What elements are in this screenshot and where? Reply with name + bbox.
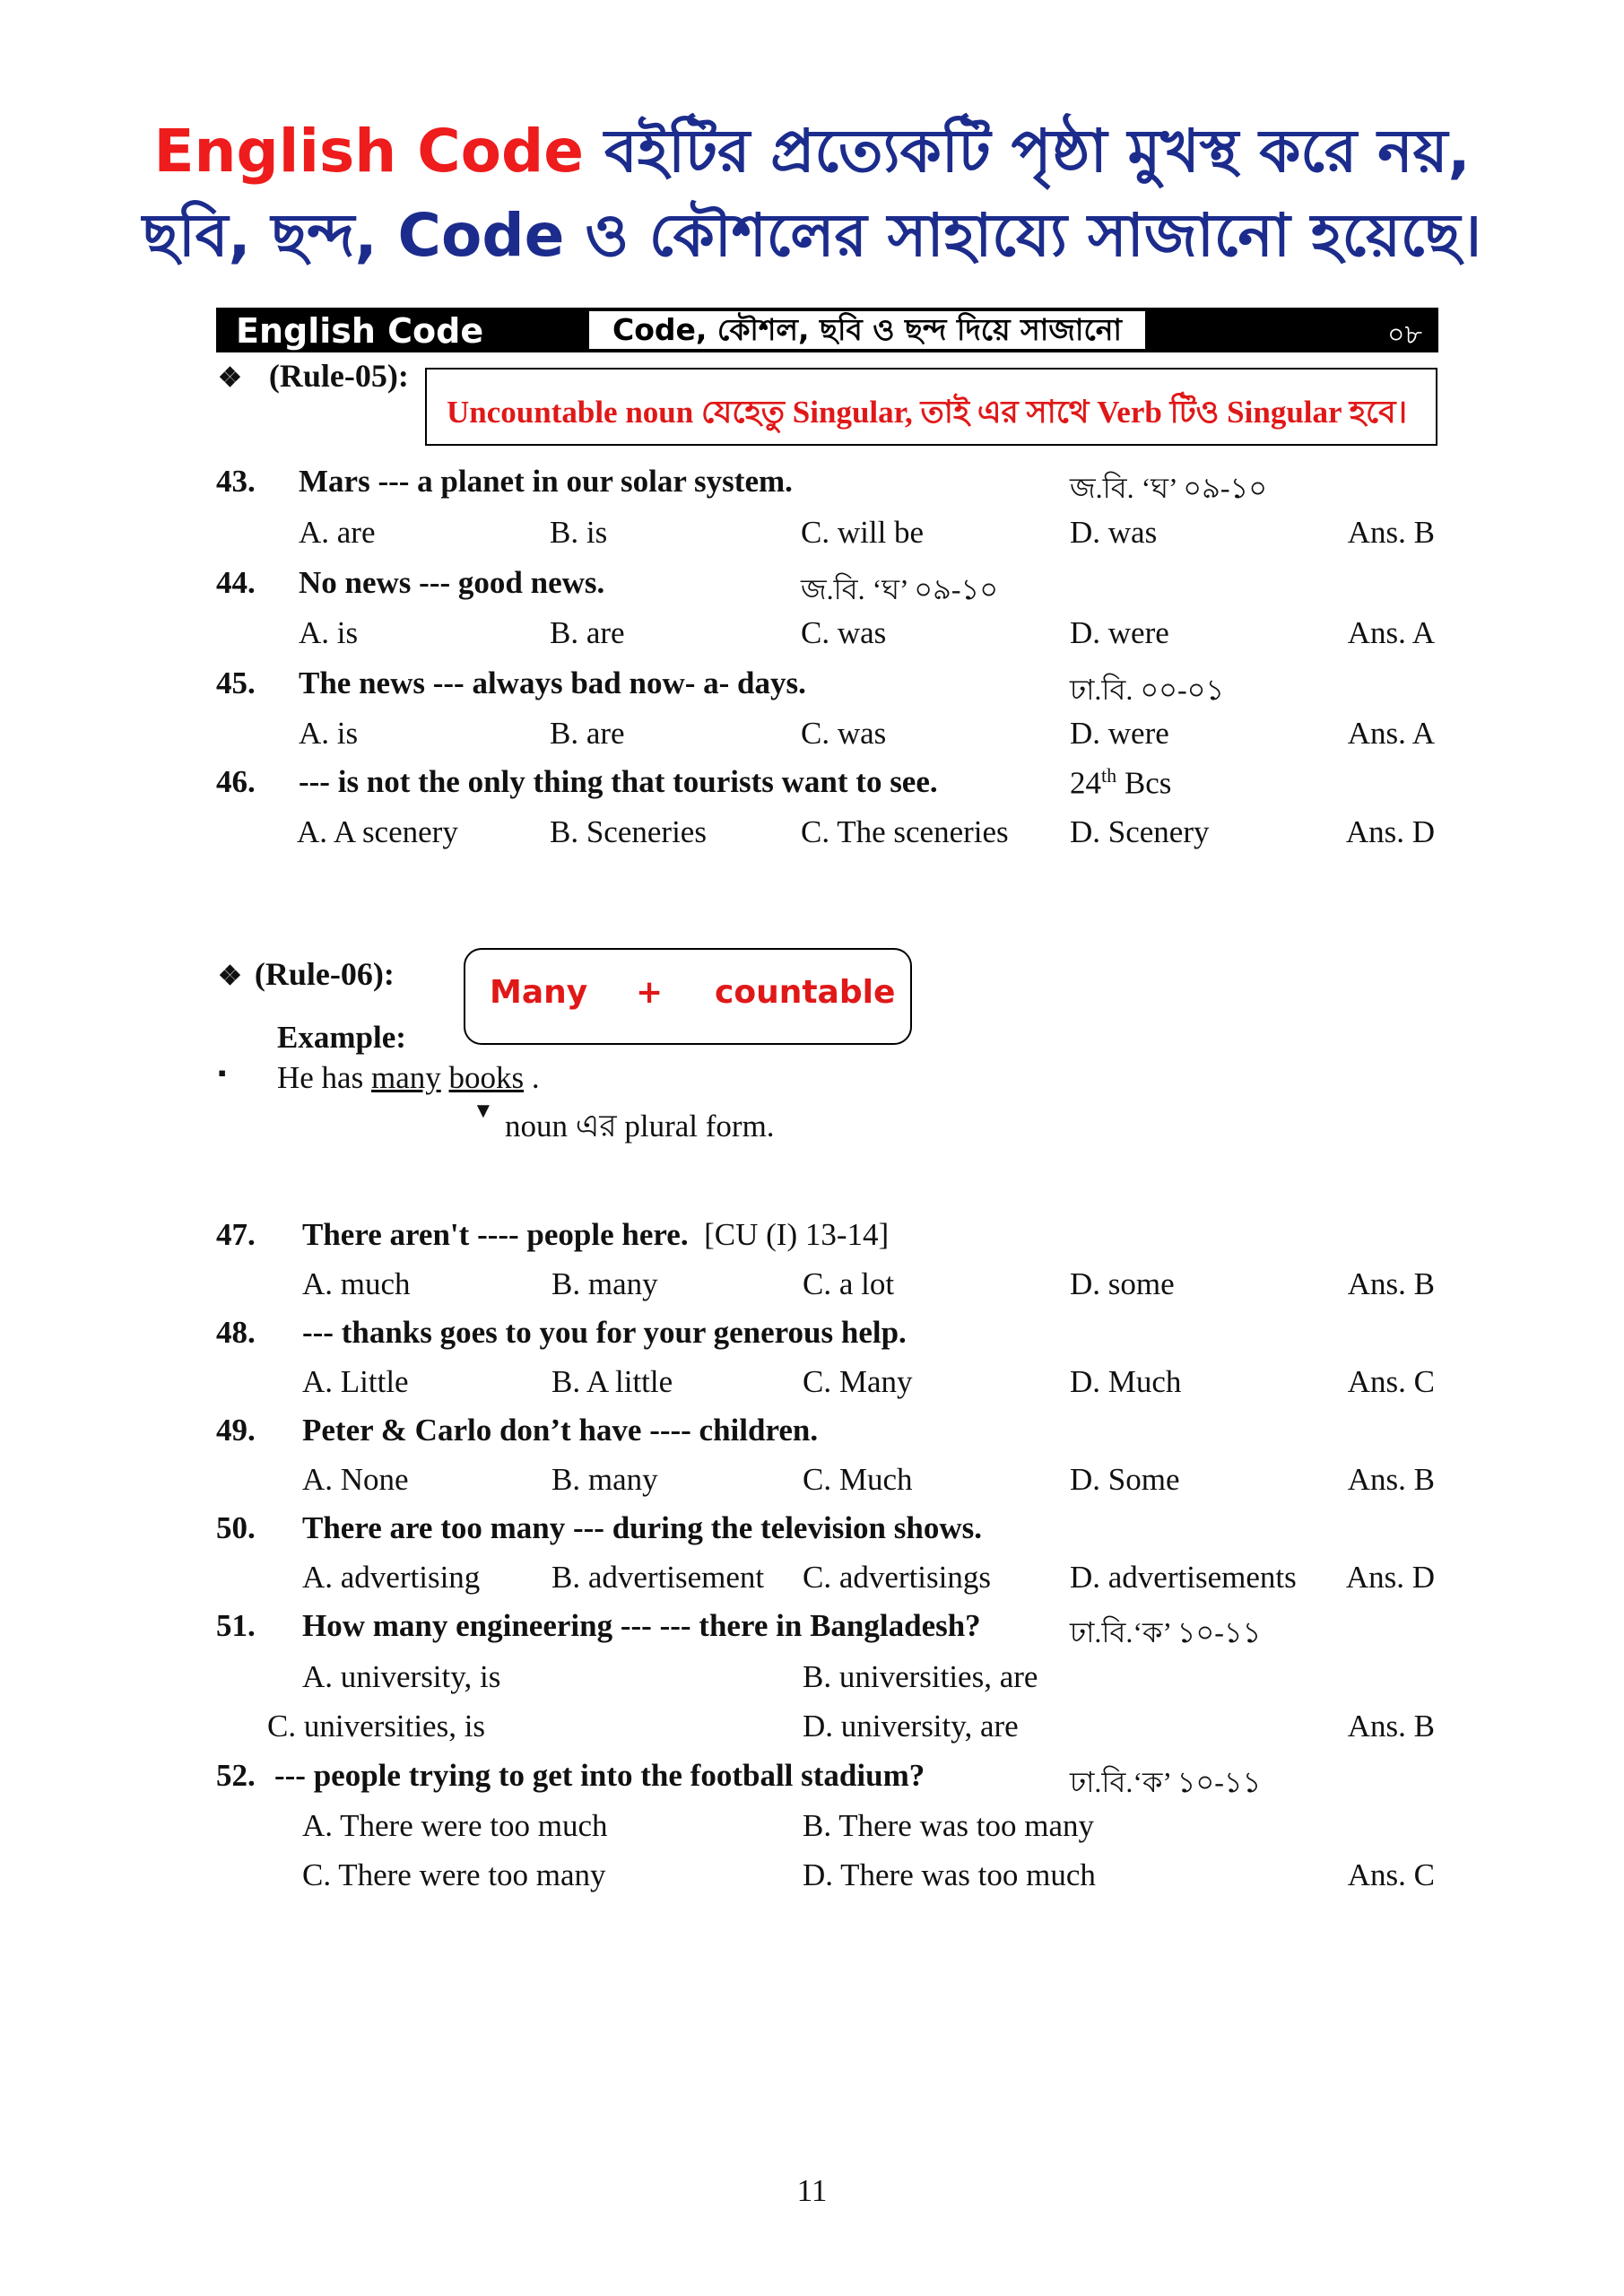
question-text: --- thanks goes to you for your generous help.	[302, 1315, 907, 1350]
rule-06-box	[464, 948, 912, 1045]
option-b: B. many	[551, 1462, 658, 1497]
option-c: C. was	[801, 615, 887, 650]
rule-06-many: Many	[490, 974, 588, 1011]
option-a: A. advertising	[302, 1560, 481, 1595]
question-source: ঢা.বি. ০০-০১	[1070, 674, 1225, 706]
option-d: D. Scenery	[1070, 814, 1210, 849]
question-number: 50.	[216, 1510, 256, 1545]
option-d: D. were	[1070, 716, 1169, 751]
question-text: There aren't ---- people here. [CU (I) 13-14]	[302, 1217, 890, 1252]
option-c: C. There were too many	[302, 1857, 606, 1892]
diamond-bullet-icon: ❖	[218, 363, 242, 393]
answer: Ans. B	[1347, 1462, 1435, 1497]
answer: Ans. C	[1347, 1857, 1435, 1892]
example-sentence: He has many books .	[277, 1060, 540, 1095]
option-b: B. universities, are	[803, 1659, 1038, 1694]
option-c: C. a lot	[803, 1266, 895, 1301]
answer: Ans. A	[1347, 615, 1435, 650]
question-number: 43.	[216, 464, 256, 499]
question-number: 47.	[216, 1217, 256, 1252]
option-a: A. There were too much	[302, 1808, 608, 1843]
option-d: D. some	[1070, 1266, 1175, 1301]
question-text: --- people trying to get into the football stadium?	[274, 1758, 925, 1793]
chapter-header-bar	[216, 308, 1438, 352]
option-a: A. Little	[302, 1364, 409, 1399]
answer: Ans. C	[1347, 1364, 1435, 1399]
answer: Ans. A	[1347, 716, 1435, 751]
option-b: B. is	[550, 515, 608, 550]
option-c: C. universities, is	[267, 1709, 486, 1744]
question-source: 24th Bcs	[1070, 764, 1172, 801]
option-c: C. Much	[803, 1462, 913, 1497]
option-a: A. is	[299, 615, 359, 650]
option-c: C. advertisings	[803, 1560, 991, 1595]
option-b: B. advertisement	[551, 1560, 765, 1595]
banner-line-2	[0, 190, 1624, 289]
question-source: জ.বি. ‘ঘ’ ০৯-১০	[1070, 472, 1268, 504]
banner-english-code: English Code	[153, 117, 585, 186]
question-text: No news --- good news.	[299, 565, 605, 600]
answer: Ans. D	[1345, 1560, 1435, 1595]
answer: Ans. D	[1345, 814, 1435, 849]
rule-06-plus: +	[636, 974, 664, 1011]
option-c: C. The sceneries	[801, 814, 1009, 849]
option-d: D. There was too much	[803, 1857, 1096, 1892]
square-bullet-icon: ▪	[218, 1060, 227, 1086]
answer: Ans. B	[1347, 515, 1435, 550]
option-a: A. None	[302, 1462, 409, 1497]
option-d: D. university, are	[803, 1709, 1019, 1744]
option-b: B. are	[550, 615, 625, 650]
question-source: ঢা.বি.‘ক’ ১০-১১	[1070, 1616, 1262, 1648]
banner-bengali-2a: ছবি, ছন্দ,	[142, 201, 378, 270]
option-d: D. Some	[1070, 1462, 1180, 1497]
option-b: B. many	[551, 1266, 658, 1301]
option-d: D. was	[1070, 515, 1158, 550]
question-number: 45.	[216, 665, 256, 700]
question-text: There are too many --- during the television shows.	[302, 1510, 982, 1545]
banner-bengali-2b: ও কৌশলের সাহায্যে সাজানো হয়েছে।	[585, 201, 1482, 270]
rule-05-text: Uncountable noun যেহেতু Singular, তাই এর সাথে Verb টিও Singular হবে।	[447, 395, 1408, 430]
question-source: ঢা.বি.‘ক’ ১০-১১	[1070, 1766, 1262, 1798]
option-a: A. much	[302, 1266, 411, 1301]
question-number: 51.	[216, 1608, 256, 1643]
option-a: A. university, is	[302, 1659, 501, 1694]
option-a: A. A scenery	[297, 814, 458, 849]
question-text: --- is not the only thing that tourists want to see.	[299, 764, 938, 799]
option-c: C. was	[801, 716, 887, 751]
answer: Ans. B	[1347, 1709, 1435, 1744]
rule-06-label: ❖ (Rule-06):	[218, 956, 395, 992]
option-b: B. A little	[551, 1364, 673, 1399]
question-text: Peter & Carlo don’t have ---- children.	[302, 1413, 819, 1448]
question-source: জ.বি. ‘ঘ’ ০৯-১০	[801, 573, 999, 605]
option-d: D. were	[1070, 615, 1169, 650]
question-number: 49.	[216, 1413, 256, 1448]
arrow-down-icon: ▼	[473, 1100, 494, 1123]
option-b: B. There was too many	[803, 1808, 1094, 1843]
question-text: How many engineering --- --- there in Bangladesh?	[302, 1608, 981, 1643]
option-a: A. is	[299, 716, 359, 751]
option-c: C. will be	[801, 515, 925, 550]
banner-code-word: Code	[397, 201, 565, 270]
rule-05-box	[425, 368, 1437, 446]
question-text: Mars --- a planet in our solar system.	[299, 464, 793, 499]
question-number: 46.	[216, 764, 256, 799]
rule-06-countable: countable	[715, 974, 896, 1011]
page-number: 11	[796, 2173, 828, 2208]
banner-bengali-1: বইটির প্রত্যেকটি পৃষ্ঠা মুখস্থ করে নয়,	[604, 117, 1471, 186]
option-b: B. Sceneries	[550, 814, 707, 849]
example-note: noun এর plural form.	[505, 1109, 775, 1144]
header-chapter-number: ০৮	[1387, 319, 1422, 351]
rule-05-label: ❖ (Rule-05):	[218, 358, 409, 394]
question-number: 44.	[216, 565, 256, 600]
example-label: Example:	[277, 1020, 406, 1055]
option-d: D. Much	[1070, 1364, 1182, 1399]
question-text: The news --- always bad now- a- days.	[299, 665, 806, 700]
answer: Ans. B	[1347, 1266, 1435, 1301]
question-number: 48.	[216, 1315, 256, 1350]
option-d: D. advertisements	[1070, 1560, 1297, 1595]
option-b: B. are	[550, 716, 625, 751]
option-a: A. are	[299, 515, 376, 550]
diamond-bullet-icon: ❖	[218, 961, 242, 991]
question-number: 52.	[216, 1758, 256, 1793]
header-subtitle: Code, কৌশল, ছবি ও ছন্দ দিয়ে সাজানো	[588, 310, 1146, 350]
option-c: C. Many	[803, 1364, 913, 1399]
header-title: English Code	[236, 311, 484, 351]
